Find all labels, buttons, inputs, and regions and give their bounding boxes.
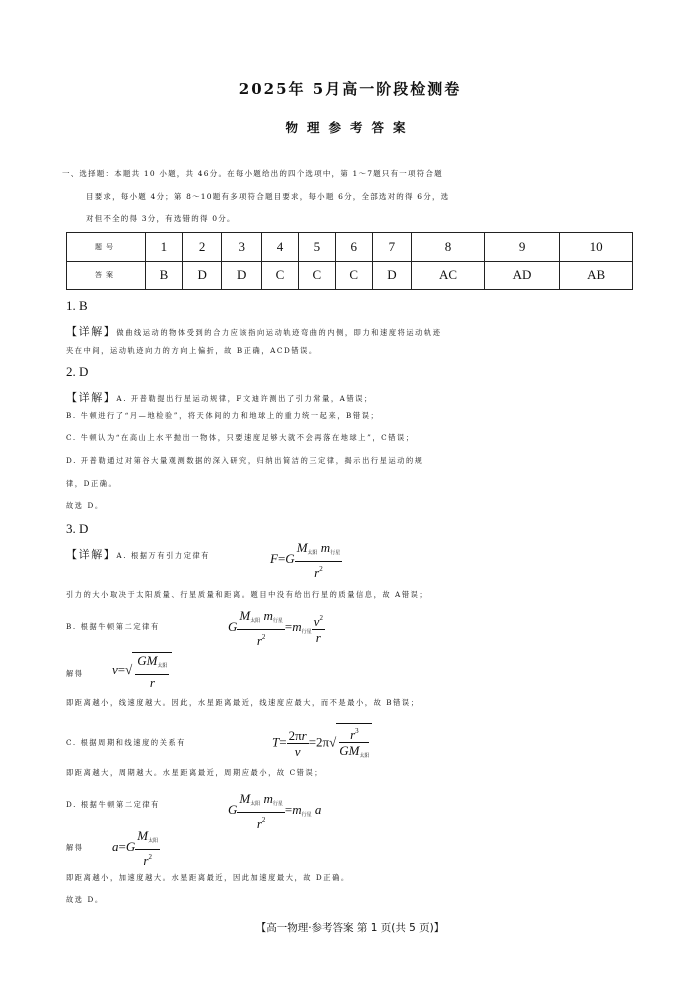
answer-cell: AD: [484, 261, 559, 290]
q1-number: 1. B: [66, 298, 88, 313]
question-number-cell: 2: [182, 233, 222, 262]
q3-conclusion: 故选 D。: [66, 895, 104, 904]
answer-cell: C: [262, 261, 299, 290]
formula-newton-circular: G $\frac{M_{太阳} m_{行星}}{r^2}$ $=m_{行星}$ $\frac{v^2}{r}$: [228, 608, 323, 648]
question-number-cell: 6: [335, 233, 372, 262]
answer-cell: B: [146, 261, 183, 290]
answer-table-head-number: 题号: [67, 233, 146, 262]
q1-line-2: 夹在中间，运动轨迹向力的方向上偏折，故 B正确，ACD错误。: [66, 346, 318, 355]
formula-period: T= $\frac{2\pi r}{v}$ =2π√ $\frac{r^3}{GM_{太阳}}$: [272, 723, 372, 764]
q3-d-text: 即距离越小，加速度越大。水星距离最近，因此加速度最大，故 D正确。: [66, 873, 350, 882]
answer-table-row-numbers: [67, 233, 633, 262]
q3-b-lead: B. 根据牛顿第二定律有: [66, 622, 160, 631]
intro-line-2: 目要求，每小题 4分；第 8～10题有多项符合题目要求，每小题 6分，全部选对的得 6分，选: [86, 192, 450, 201]
q1-tag: 【详解】: [66, 325, 117, 338]
answer-cell: D: [222, 261, 262, 290]
q3-c-lead: C. 根据周期和线速度的关系有: [66, 738, 187, 747]
question-number-cell: 4: [262, 233, 299, 262]
q2-line-d2: 律，D正确。: [66, 479, 118, 488]
page-title: 2025年 5月高一阶段检测卷: [238, 80, 462, 98]
answer-cell: AB: [560, 261, 633, 290]
q3-b-text: 即距离越小，线速度越大。因此，水星距离最近，线速度应最大，而不是最小，故 B错误；: [66, 698, 420, 707]
question-number-cell: 7: [372, 233, 412, 262]
q3-number: 3. D: [66, 521, 89, 536]
page-subtitle: 物理参考答案: [285, 120, 415, 135]
formula-newton-acceleration: G $\frac{M_{太阳} m_{行星}}{r^2}$ $=m_{行星}$ a: [228, 791, 322, 831]
answer-table: [66, 232, 633, 290]
q2-line-a-text: A. 开普勒提出行星运动规律，F文迪许测出了引力常量，A错误；: [116, 394, 373, 403]
answer-cell: C: [298, 261, 335, 290]
question-number-cell: 5: [298, 233, 335, 262]
page-footer: 【高一物理·参考答案 第 1 页(共 5 页)】: [255, 922, 445, 934]
question-number-cell: 3: [222, 233, 262, 262]
formula-velocity: v=√ $\frac{GM_{太阳}}{r}$: [112, 652, 172, 690]
q1-line-1: [66, 323, 442, 339]
answer-cell: AC: [412, 261, 485, 290]
answer-cell: C: [335, 261, 372, 290]
question-number-cell: 10: [560, 233, 633, 262]
q3-b-solve: 解得: [66, 669, 84, 678]
question-number-cell: 8: [412, 233, 485, 262]
q2-line-a: [66, 389, 373, 405]
q2-number: 2. D: [66, 364, 89, 379]
q3-a-lead-text: A. 根据万有引力定律有: [116, 551, 211, 560]
formula-gravitation: F=G $\frac{M_{太阳} m_{行星}}{r^2}$: [270, 540, 341, 580]
q2-line-c: C. 牛顿认为“在高山上水平抛出一物体，只要速度足够大就不会再落在地球上”，C错误；: [66, 433, 415, 442]
q3-a-lead: [66, 546, 210, 562]
intro-line-3: 对但不全的得 3分，有选错的得 0分。: [86, 214, 236, 223]
formula-acceleration: a=G $\frac{M_{太阳}}{r^2}$: [112, 828, 159, 868]
question-number-cell: 9: [484, 233, 559, 262]
q3-d-lead: D. 根据牛顿第二定律有: [66, 800, 160, 809]
intro-line-1: 一、选择题：本题共 10 小题，共 46分。在每小题给出的四个选项中，第 1～7题只有一项符合题: [62, 169, 443, 178]
q2-line-d1: D. 开普勒通过对第谷大量观测数据的深入研究，归纳出简洁的三定律，揭示出行星运动的规: [66, 456, 424, 465]
q2-line-b: B. 牛顿进行了“月—地检验”，将天体间的力和地球上的重力统一起来，B错误；: [66, 411, 380, 420]
q3-a-text: 引力的大小取决于太阳质量、行星质量和距离。题目中没有给出行星的质量信息，故 A错误；: [66, 590, 429, 599]
answer-cell: D: [372, 261, 412, 290]
q3-c-text: 即距离越大，周期越大。水星距离最近，周期应最小，故 C错误；: [66, 768, 324, 777]
question-number-cell: 1: [146, 233, 183, 262]
q1-line-1-text: 做曲线运动的物体受到的合力应该指向运动轨迹弯曲的内侧，即力和速度将运动轨迹: [116, 328, 442, 337]
answer-table-head-answer: 答案: [67, 261, 146, 290]
answer-table-row-answers: [67, 261, 633, 290]
answer-cell: D: [182, 261, 222, 290]
q2-tag: 【详解】: [66, 391, 117, 404]
q3-tag: 【详解】: [66, 548, 117, 561]
q3-d-solve: 解得: [66, 843, 84, 852]
q2-conclusion: 故选 D。: [66, 501, 104, 510]
